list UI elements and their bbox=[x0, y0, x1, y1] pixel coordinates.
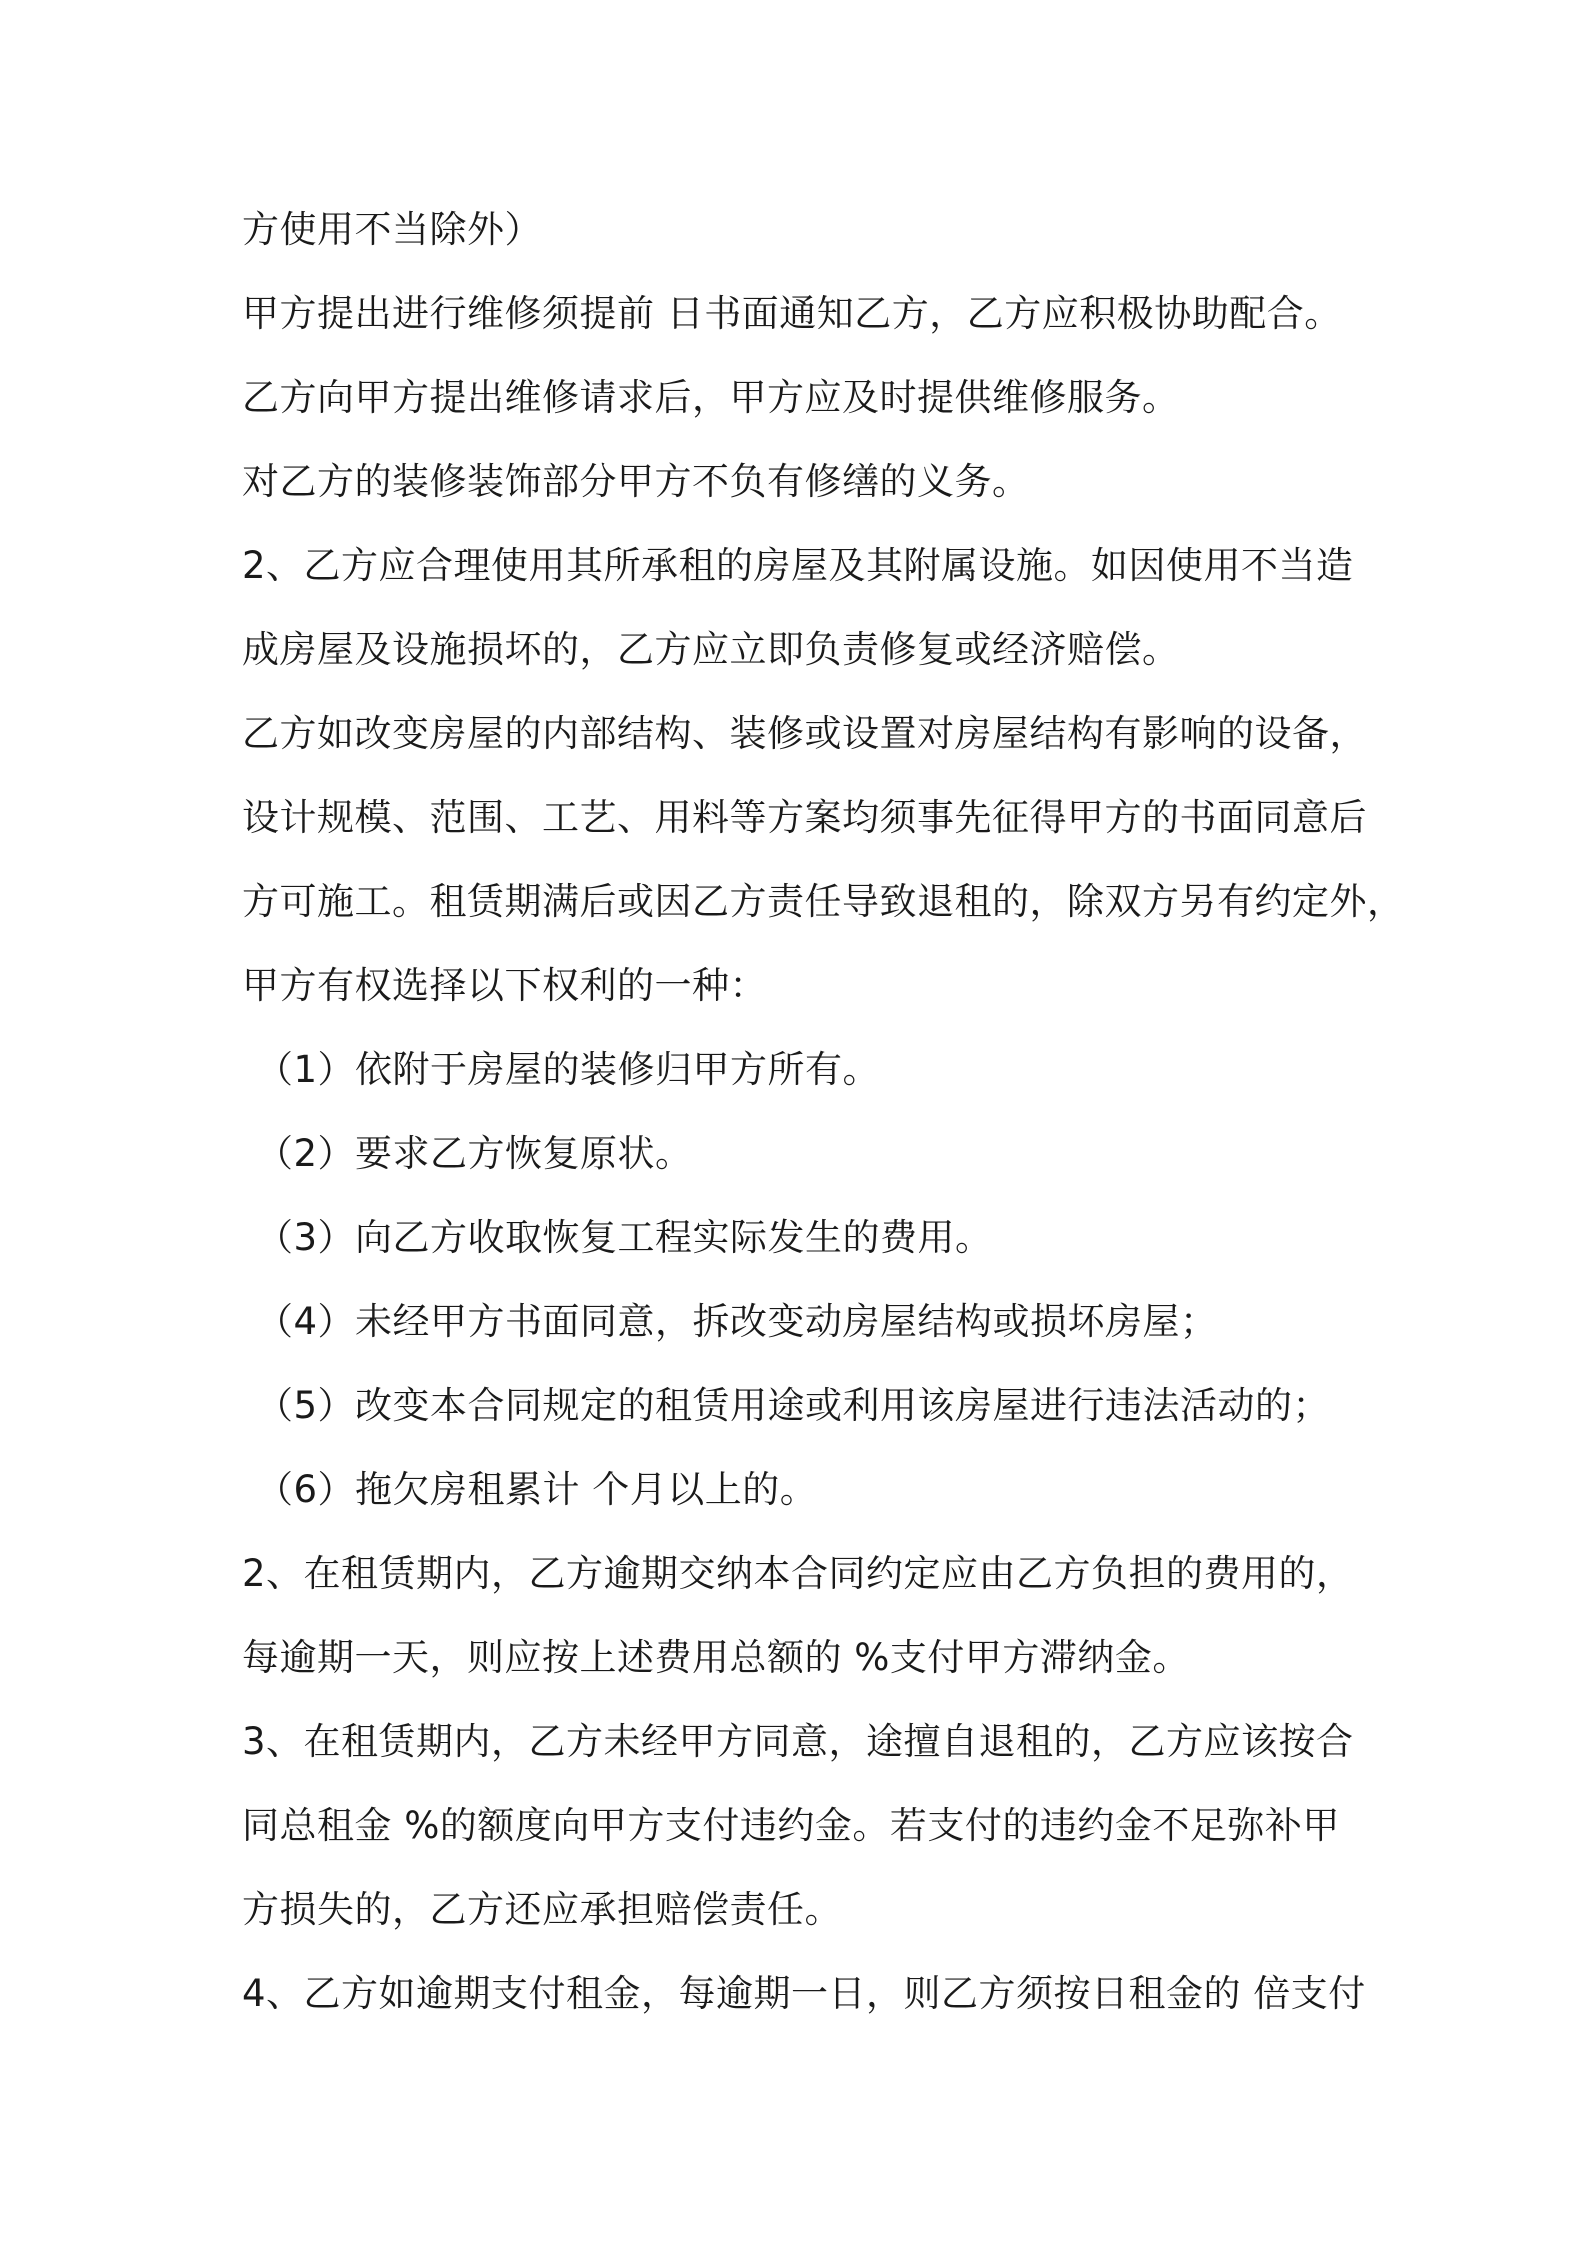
document-body bbox=[242, 202, 1405, 2050]
text-line: 成房屋及设施损坏的，乙方应立即负责修复或经济赔偿。 bbox=[242, 628, 1180, 671]
text-line: 乙方向甲方提出维修请求后，甲方应及时提供维修服务。 bbox=[242, 376, 1180, 419]
text-line: 方可施工。租赁期满后或因乙方责任导致退租的，除双方另有约定外， bbox=[242, 880, 1405, 923]
list-item: （6）拖欠房租累计 个月以上的。 bbox=[256, 1468, 818, 1511]
text-line: 方损失的，乙方还应承担赔偿责任。 bbox=[242, 1888, 842, 1931]
list-item: （5）改变本合同规定的租赁用途或利用该房屋进行违法活动的； bbox=[256, 1384, 1331, 1427]
text-line: 设计规模、范围、工艺、用料等方案均须事先征得甲方的书面同意后 bbox=[242, 796, 1367, 839]
text-line: 同总租金 %的额度向甲方支付违约金。若支付的违约金不足弥补甲 bbox=[242, 1804, 1340, 1847]
text-line: 每逾期一天，则应按上述费用总额的 %支付甲方滞纳金。 bbox=[242, 1636, 1190, 1679]
list-item: （2）要求乙方恢复原状。 bbox=[256, 1132, 693, 1175]
text-line: 4、乙方如逾期支付租金，每逾期一日，则乙方须按日租金的 倍支付 bbox=[242, 1972, 1366, 2015]
text-line: 甲方提出进行维修须提前 日书面通知乙方，乙方应积极协助配合。 bbox=[242, 292, 1342, 335]
text-line: 甲方有权选择以下权利的一种： bbox=[242, 964, 767, 1007]
text-line: 对乙方的装修装饰部分甲方不负有修缮的义务。 bbox=[242, 460, 1030, 503]
text-line: 2、乙方应合理使用其所承租的房屋及其附属设施。如因使用不当造 bbox=[242, 544, 1354, 587]
text-line: 乙方如改变房屋的内部结构、装修或设置对房屋结构有影响的设备， bbox=[242, 712, 1367, 755]
list-item: （1）依附于房屋的装修归甲方所有。 bbox=[256, 1048, 881, 1091]
text-line: 方使用不当除外） bbox=[242, 208, 542, 251]
list-item: （3）向乙方收取恢复工程实际发生的费用。 bbox=[256, 1216, 993, 1259]
text-line: 2、在租赁期内，乙方逾期交纳本合同约定应由乙方负担的费用的， bbox=[242, 1552, 1354, 1595]
list-item: （4）未经甲方书面同意，拆改变动房屋结构或损坏房屋； bbox=[256, 1300, 1218, 1343]
text-line: 3、在租赁期内，乙方未经甲方同意，途擅自退租的，乙方应该按合 bbox=[242, 1720, 1354, 1763]
